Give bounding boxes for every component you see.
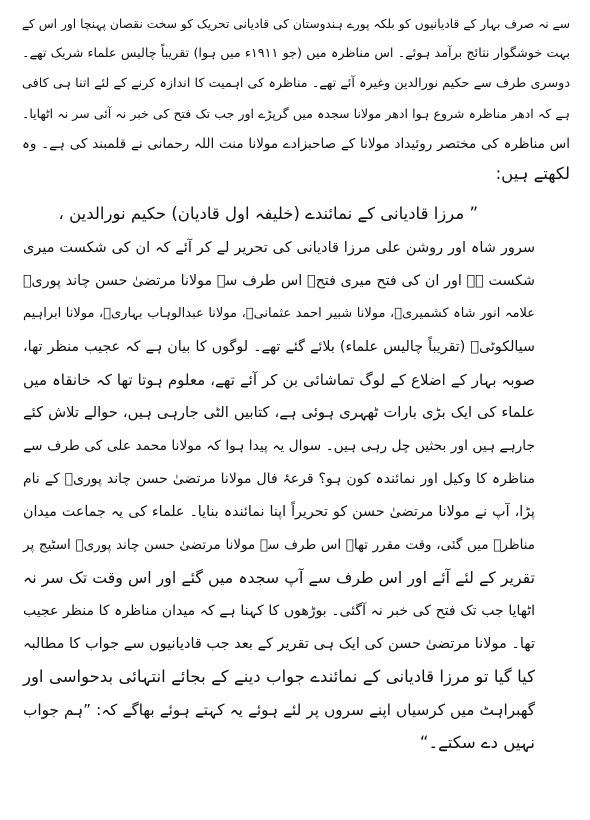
- quote-line: صوبہ بہار کے اضلاع کے لوگ تماشائی بن کر آئے تھے، معلوم ہوتا تھا کہ خانقاہ میں: [23, 371, 535, 389]
- quote-line: سرور شاہ اور روشن علی مرزا قادیانی کی تحریر لے کر آئے کہ ان کی شکست میری: [23, 240, 535, 256]
- quote-line: نہیں دے سکتے۔“: [419, 733, 535, 752]
- quote-line: شکست ہے اور ان کی فتح میری فتح۔ اس طرف سے مولانا مرتضیٰ حسن چاند پوریؒ: [23, 273, 535, 289]
- quote-line: گھبراہٹ میں کرسیاں اپنے سروں پر لئے ہوئے یہ کہتے ہوئے بھاگے کہ: ”ہم جواب: [23, 701, 535, 719]
- text-line: اس مناظرہ کی مختصر روئیداد مولانا کے صاحبزادے مولانا منت اللہ رحمانی نے قلمبند کی ہے۔ وہ: [22, 136, 570, 152]
- quote-line: علامہ انور شاہ کشمیریؒ، مولانا شبیر احمد عثمانیؒ، مولانا عبدالوہاب بہاریؒ، مولانا ابراہیم: [23, 306, 535, 321]
- quote-line: کیا گیا تو مرزا قادیانی کے نمائندے جواب دینے کے بجائے انتہائی بدحواسی اور: [23, 667, 535, 686]
- quote-line: ” مرزا قادیانی کے نمائندے (خلیفہ اول قادیان) حکیم نورالدین ،: [58, 204, 478, 223]
- quote-line: علماء کی ایک بڑی بارات ٹھہری ہوئی ہے، کتابیں الٹی جارہی ہیں، حوالے تلاش کئے: [23, 404, 535, 421]
- quote-line: اٹھایا جب تک فتح کی خبر نہ آگئی۔ بوڑھوں کا کہنا ہے کہ میدان مناظرہ کا منظر عجیب: [23, 603, 535, 619]
- text-line: لکھتے ہیں:: [495, 164, 570, 183]
- quote-line: سیالکوٹیؒ (تقریباً چالیس علماء) بلائے گئے تھے۔ لوگوں کا بیان ہے کہ عجیب منظر تھا،: [23, 339, 535, 355]
- quote-line: تقریر کے لئے آئے اور اس طرف سے آپ سجدہ میں گئے اور اس وقت تک سر نہ: [23, 568, 535, 587]
- text-line: بہت خوشگوار نتائج برآمد ہوئے۔ اس مناظرہ میں (جو ۱۹۱۱ء میں ہوا) تقریباً چالیس علماء شریک تھے۔: [22, 46, 570, 61]
- quote-line: پڑا، آپ نے مولانا مرتضیٰ حسن کو تحریراً اپنا نمائندہ بنایا۔ علماء کی یہ جماعت میدان: [23, 504, 535, 520]
- quote-line: مناظرہ میں گئی، وقت مقرر تھا۔ اس طرف سے مولانا مرتضیٰ حسن چاند پوریؒ اسٹیج پر: [23, 537, 535, 553]
- text-line: دوسری طرف سے حکیم نورالدین وغیرہ آئے تھے۔ مناظرہ کی اہمیت کا اندازہ کرنے کے لئے اتنا ہی کافی: [22, 76, 570, 91]
- quote-line: جارہے ہیں اور بحثیں چل رہی ہیں۔ سوال یہ پیدا ہوا کہ مولانا محمد علی کی طرف سے: [23, 438, 535, 454]
- text-line: سے نہ صرف بہار کے قادیانیوں کو بلکہ پورے ہندوستان کی قادیانی تحریک کو سخت نقصان پہنچا اور اس کے: [21, 17, 570, 31]
- quote-line: تھا۔ مولانا مرتضیٰ حسن کی ایک ہی تقریر کے بعد جب قادیانیوں سے جواب کا مطالبہ: [23, 636, 535, 652]
- text-line: ہے کہ ادھر مناظرہ شروع ہوا ادھر مولانا سجدہ میں گرپڑے اور جب تک فتح کی خبر نہ آئی سر نہ اٹھایا۔: [22, 106, 570, 121]
- quote-line: مناظرہ کا وکیل اور نمائندہ کون ہو؟ قرعۂ فال مولانا مرتضیٰ حسن چاند پوریؒ کے نام: [23, 471, 535, 487]
